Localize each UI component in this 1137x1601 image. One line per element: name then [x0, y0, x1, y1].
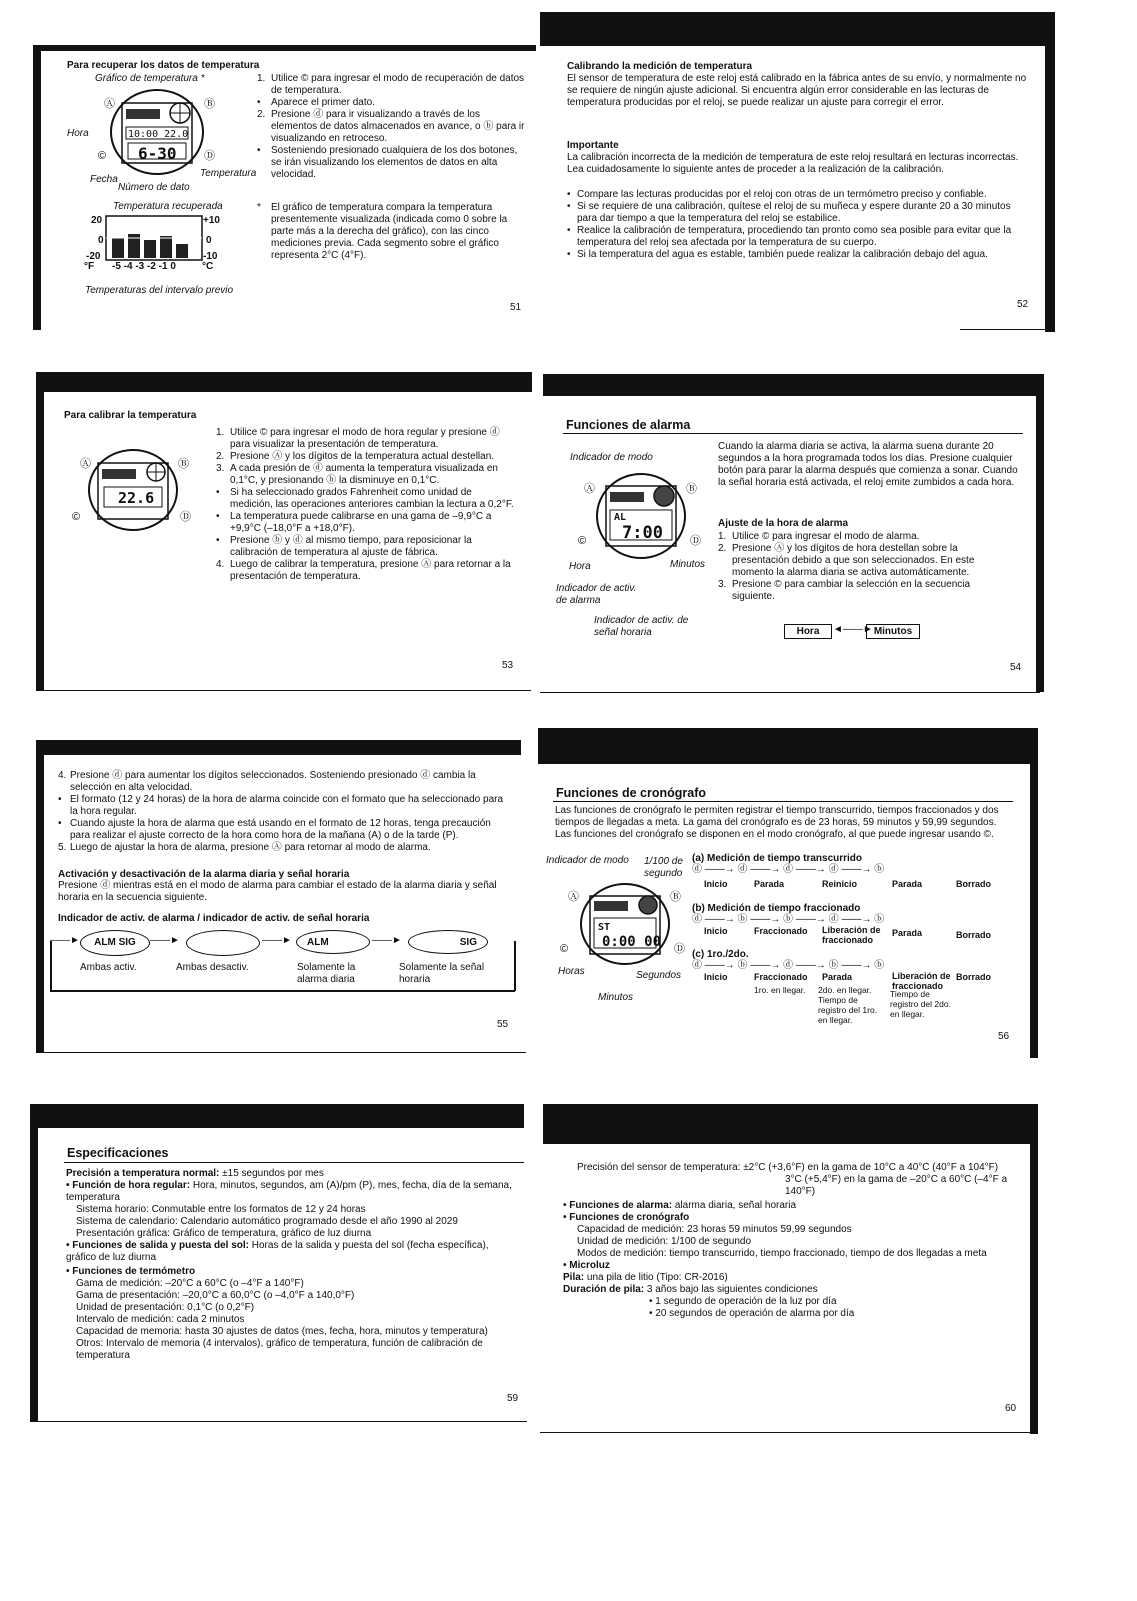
- page-60-right-bar: [1030, 1104, 1038, 1434]
- p53-steps: [216, 427, 516, 583]
- svg-text:Ⓓ: Ⓓ: [674, 943, 685, 955]
- p59-line-4: Sistema de calendario: Calendario automático programado desde el año 1990 al 2029: [76, 1216, 458, 1227]
- p56-section-a-l3: Reinicio: [822, 879, 858, 889]
- p54-page-number: 54: [1010, 662, 1022, 673]
- p54-heading: Funciones de alarma: [566, 418, 691, 432]
- p55-state-diagram: ——► ALM SIG ——► ——► ALM ——► SIG Ambas activ. Ambas desactiv. Solamente la alarma diaria Solamente la señal horaria: [50, 928, 520, 993]
- svg-text:Ⓑ: Ⓑ: [178, 458, 189, 470]
- page-59-bottom-line: [32, 1421, 527, 1422]
- p51-label-temperatura: Temperatura: [200, 168, 257, 179]
- page-59-left-bar: [30, 1104, 38, 1422]
- p56-heading: Funciones de cronógrafo: [556, 786, 707, 800]
- p51-step-1: Utilice © para ingresar el modo de recuperación de datos de temperatura.: [271, 73, 525, 96]
- p51-steps: [257, 73, 527, 181]
- p55-step-1: Presione ⓓ para aumentar los dígitos seleccionados. Sosteniendo presionado ⓓ cambia la selección en alta velocidad.: [70, 770, 476, 793]
- p53-step-3: A cada presión de ⓓ aumenta la temperatura visualizada en 0,1°C, y presionando ⓑ la disminuye en 0,1°C.: [230, 463, 498, 486]
- p55-step-2: El formato (12 y 24 horas) de la hora de alarma coincide con el formato que ha seleccionado para la hora regular.: [70, 794, 504, 817]
- svg-text:Ⓓ: Ⓓ: [180, 511, 191, 523]
- page-60-top-bar: [543, 1104, 1037, 1144]
- p56-section-c-keys: ⓓ ——→ ⓑ ——→ ⓓ ——→ ⓑ ——→ ⓑ: [692, 960, 885, 971]
- p56-section-a-l4: Parada: [892, 879, 923, 889]
- p60-spec-list: [563, 1162, 1023, 1320]
- page-54-top-bar: [543, 374, 1043, 396]
- svg-text:Ⓐ: Ⓐ: [104, 98, 115, 110]
- svg-text:Ⓑ: Ⓑ: [686, 483, 697, 495]
- page-56-top-bar: [538, 728, 1036, 764]
- p56-section-c-l5: Borrado: [956, 972, 992, 982]
- p54-step-2: Presione Ⓐ y los dígitos de hora destellan sobre la presentación debido a que son seleccionados. En este momento la alarma diaria se activa automáticamente.: [732, 543, 975, 578]
- svg-text:Ⓓ: Ⓓ: [690, 535, 701, 547]
- svg-text:©: ©: [560, 943, 569, 955]
- p51-graph-right-1: 0: [206, 235, 212, 246]
- p56-section-a-l1: Inicio: [704, 879, 728, 889]
- p53-step-3-num: 3.: [216, 463, 225, 474]
- svg-text:©: ©: [578, 535, 587, 547]
- p52-bullet-list: [567, 189, 1032, 261]
- p54-label-modo: Indicador de modo: [570, 452, 653, 463]
- p53-step-6-num: •: [216, 535, 220, 546]
- p56-section-b-title: (b) Medición de tiempo fraccionado: [692, 903, 861, 914]
- page-53-top-bar: [36, 372, 532, 392]
- p59-line-10: Unidad de presentación: 0,1°C (o 0,2°F): [76, 1302, 255, 1313]
- p53-step-4-num: •: [216, 487, 220, 498]
- p51-step-4-num: •: [257, 145, 261, 156]
- p54-step-1-num: 1.: [718, 531, 727, 542]
- p56-section-b-l5: Borrado: [956, 930, 992, 940]
- p51-graph-left-3: °F: [84, 261, 95, 272]
- p55-caption-3: Solamente la alarma diaria: [297, 962, 356, 985]
- p55-text: Presione ⓓ mientras está en el modo de alarma para cambiar el estado de la alarma diaria y señal horaria en la secuencia siguiente.: [58, 880, 497, 903]
- p53-step-5: La temperatura puede calibrarse en una gama de –9,9°C a +9,9°C (–18,0°F a +18,0°F).: [230, 511, 492, 534]
- p60-line-11: • 1 segundo de operación de la luz por día: [649, 1296, 837, 1307]
- p52-bullet-4: • Si la temperatura del agua es estable, también puede realizar la calibración debajo del agua.: [567, 249, 1032, 261]
- p56-section-c-title: (c) 1ro./2do.: [692, 949, 749, 960]
- p55-subheading: Activación y desactivación de la alarma diaria y señal horaria: [58, 869, 350, 880]
- p54-label-activ-alarma: Indicador de activ. de alarma: [556, 583, 637, 606]
- page-52-top-bar: [540, 12, 1055, 46]
- p55-page-number: 55: [497, 1019, 509, 1030]
- p56-label-horas: Horas: [558, 966, 585, 977]
- p51-heading: Para recuperar los datos de temperatura: [67, 60, 260, 71]
- p54-intro: Cuando la alarma diaria se activa, la alarma suena durante 20 segundos a la hora programada todos los días. Presione cualquier botón para parar la alarma después que comienza a sonar. Cuando la señal horaria está activada, el reloj emite zumbidos a cada hora.: [718, 441, 1018, 488]
- p59-line-8: Gama de medición: –20°C a 60°C (o –4°F a 140°F): [76, 1278, 304, 1289]
- p60-line-7: Modos de medición: tiempo transcurrido, tiempo fraccionado, tiempo de dos llegadas a meta: [577, 1248, 987, 1259]
- p51-label-fecha: Fecha: [90, 174, 118, 185]
- page-54-bottom-line: [540, 692, 1040, 693]
- p55-caption-1: Ambas activ.: [80, 962, 137, 973]
- p56-page-number: 56: [998, 1031, 1010, 1042]
- p55-step-2-num: •: [58, 794, 62, 805]
- p59-spec-list: [66, 1168, 521, 1362]
- p56-section-b-l3: Liberación de fraccionado: [822, 925, 881, 945]
- p53-page-number: 53: [502, 660, 514, 671]
- p54-heading-rule: [563, 433, 1023, 434]
- p60-line-3: • Funciones de alarma: alarma diaria, señal horaria: [563, 1200, 797, 1211]
- p51-step-1-num: 1.: [257, 73, 266, 84]
- p53-step-7-num: 4.: [216, 559, 225, 570]
- svg-text:Ⓐ: Ⓐ: [80, 458, 91, 470]
- p56-note-2: 2do. en llegar. Tiempo de registro del 1ro. en llegar.: [818, 985, 878, 1025]
- p59-line-5: Presentación gráfica: Gráfico de temperatura, gráfico de luz diurna: [76, 1228, 372, 1239]
- p53-step-2: Presione Ⓐ y los dígitos de la temperatura actual destellan.: [230, 451, 495, 462]
- p55-state-3: ALM: [296, 930, 370, 954]
- p59-line-12: Capacidad de memoria: hasta 30 ajustes de datos (mes, fecha, hora, minutos y temperatura): [76, 1326, 488, 1337]
- p52-bullet-1: • Compare las lecturas producidas por el reloj con otras de un termómetro preciso y confiable.: [567, 189, 1032, 201]
- p60-line-9: Pila: una pila de litio (Tipo: CR-2016): [563, 1272, 728, 1283]
- p51-lcd-main: 6-30: [138, 144, 177, 163]
- p55-steps: [58, 770, 513, 854]
- p52-bullet-3: • Realice la calibración de temperatura, procediendo tan pronto como sea posible para evitar que la temperatura del reloj sea afectada por la temperatura de su cuerpo.: [567, 225, 1032, 249]
- p51-label-previo: Temperaturas del intervalo previo: [85, 285, 234, 296]
- p51-page-number: 51: [510, 302, 522, 313]
- p52-bullet-2: • Si se requiere de una calibración, quítese el reloj de su muñeca y espere durante 20 a 30 minutos para dar tiempo a que la temperatura del reloj se estabilice.: [567, 201, 1032, 225]
- p54-seq-hora: Hora: [784, 624, 832, 639]
- svg-text:©: ©: [98, 150, 107, 162]
- p56-note-1: 1ro. en llegar.: [754, 985, 806, 995]
- p51-temperature-graph: [104, 214, 204, 262]
- p55-state-2: [186, 930, 260, 956]
- p53-step-1-num: 1.: [216, 427, 225, 438]
- p53-step-4: Si ha seleccionado grados Fahrenheit como unidad de medición, las operaciones anteriores cambian la lectura a 0,2°F.: [230, 487, 514, 510]
- p55-diagram-title: Indicador de activ. de alarma / indicador de activ. de señal horaria: [58, 913, 370, 924]
- p55-step-4: Luego de ajustar la hora de alarma, presione Ⓐ para retornar al modo de alarma.: [70, 842, 431, 853]
- p55-state-4: SIG: [408, 930, 488, 954]
- page-51-left-bar: [33, 45, 41, 330]
- p56-label-modo: Indicador de modo: [546, 855, 629, 866]
- svg-text:Ⓐ: Ⓐ: [568, 891, 579, 903]
- p60-line-10: Duración de pila: 3 años bajo las siguientes condiciones: [563, 1284, 818, 1295]
- p56-section-b-l1: Inicio: [704, 926, 728, 936]
- p60-line-6: Unidad de medición: 1/100 de segundo: [577, 1236, 752, 1247]
- p59-line-13: Otros: Intervalo de memoria (4 intervalos), gráfico de temperatura, función de calibración de temperatura: [76, 1338, 483, 1361]
- p56-lcd-main: 0:00 00: [602, 934, 662, 950]
- p51-note: * El gráfico de temperatura compara la temperatura presentemente visualizada (indicada como 0 sobre la parte más a la derecha del gráfico), con las cinco mediciones previa. Cada segmento sobre el gráfico representa 2°C (4°F).: [257, 202, 508, 261]
- p55-step-4-num: 5.: [58, 842, 67, 853]
- p53-heading: Para calibrar la temperatura: [64, 410, 197, 421]
- p60-line-1: Precisión del sensor de temperatura: ±2°C (+3,6°F) en la gama de 10°C a 40°C (40°F a 104°F): [577, 1162, 999, 1173]
- p53-step-6: Presione ⓑ y ⓓ al mismo tiempo, para reposicionar la calibración de temperatura al ajuste de fábrica.: [230, 535, 472, 558]
- p56-watch-illustration: [560, 878, 690, 970]
- p53-step-7: Luego de calibrar la temperatura, presione Ⓐ para retornar a la presentación de temperatura.: [230, 559, 511, 582]
- p51-label-recuperada: Temperatura recuperada: [113, 201, 223, 212]
- p51-note-text: El gráfico de temperatura compara la temperatura presentemente visualizada (indicada como 0 sobre la parte más a la derecha del gráfico), con las cinco mediciones previa. Cada segmento sobre el gráfico representa 2°C (4°F).: [271, 202, 508, 261]
- p60-line-2: 3°C (+5,4°F) en la gama de –20°C a 60°C (–4°F a 140°F): [785, 1174, 1008, 1197]
- p56-section-b-l2: Fraccionado: [754, 926, 808, 936]
- p54-step-2-num: 2.: [718, 543, 727, 554]
- p53-step-2-num: 2.: [216, 451, 225, 462]
- p53-step-5-num: •: [216, 511, 220, 522]
- page-60-bottom-line: [540, 1432, 1035, 1433]
- svg-text:©: ©: [72, 511, 81, 523]
- p56-section-b-l4: Parada: [892, 928, 923, 938]
- p53-lcd-main: 22.6: [118, 489, 155, 507]
- p56-label-segundos: Segundos: [636, 970, 682, 981]
- p56-heading-rule: [553, 801, 1013, 802]
- page-53-left-bar: [36, 372, 44, 690]
- p56-section-b-keys: ⓓ ——→ ⓑ ——→ ⓑ ——→ ⓓ ——→ ⓑ: [692, 914, 885, 925]
- p56-section-a-title: (a) Medición de tiempo transcurrido: [692, 853, 863, 864]
- p51-graph-right-3: °C: [202, 261, 214, 272]
- p60-line-5: Capacidad de medición: 23 horas 59 minutos 59,99 segundos: [577, 1224, 852, 1235]
- p55-step-3: Cuando ajuste la hora de alarma que está usando en el formato de 12 horas, tenga precaución para realizar el ajuste correcto de la hora como hora de la mañana (A) o de la tarde (P).: [70, 818, 491, 841]
- svg-text:Ⓓ: Ⓓ: [204, 150, 215, 162]
- p59-line-9: Gama de presentación: –20,0°C a 60,0°C (o –4,0°F a 140,0°F): [76, 1290, 355, 1301]
- p56-note-3: Tiempo de registro del 2do. en llegar.: [890, 989, 951, 1019]
- p59-line-3: Sistema horario: Conmutable entre los formatos de 12 y 24 horas: [76, 1204, 366, 1215]
- p54-lcd-mode: AL: [614, 512, 627, 523]
- p54-steps: [718, 531, 1008, 603]
- p55-state-1: ALM SIG: [80, 930, 150, 956]
- page-55-bottom-line: [36, 1052, 526, 1053]
- p56-section-c-l2: Fraccionado: [754, 972, 808, 982]
- svg-text:Ⓑ: Ⓑ: [204, 98, 215, 110]
- p51-step-3-num: 2.: [257, 109, 266, 120]
- page-54-right-bar: [1036, 374, 1044, 692]
- p51-graph-right-2: -10: [203, 251, 218, 262]
- p54-seq-minutos: Minutos: [866, 624, 920, 639]
- page-55-top-bar: [36, 740, 521, 755]
- p56-section-c-l1: Inicio: [704, 972, 728, 982]
- p51-graph-left-2: -20: [86, 251, 101, 262]
- p52-important: La calibración incorrecta de la medición de temperatura de este reloj resultará en lecturas incorrectas. Lea cuidadosamente lo siguiente antes de proceder a la realización de la calibración.: [567, 152, 1019, 175]
- p56-label-minutos: Minutos: [598, 992, 634, 1003]
- p59-heading-rule: [64, 1162, 524, 1163]
- p51-graph-left-1: 0: [98, 235, 104, 246]
- p54-subheading: Ajuste de la hora de alarma: [718, 518, 849, 529]
- svg-text:Ⓑ: Ⓑ: [670, 891, 681, 903]
- p54-watch-illustration: [576, 466, 706, 566]
- p51-step-2: Aparece el primer dato.: [271, 97, 375, 108]
- page-55-left-bar: [36, 740, 44, 1052]
- p59-heading: Especificaciones: [67, 1146, 169, 1160]
- p52-page-number: 52: [1017, 299, 1029, 310]
- page-56-right-bar: [1030, 728, 1038, 1058]
- p52-subheading: Importante: [567, 140, 619, 151]
- p55-step-3-num: •: [58, 818, 62, 829]
- p51-lcd-top: 10:00 22.0: [128, 129, 189, 140]
- p54-seq-arrow: ◄——►: [833, 624, 873, 635]
- p56-label-100: 1/100 de segundo: [644, 856, 683, 879]
- p51-step-4: Sosteniendo presionado cualquiera de los dos botones, se irán visualizando los elementos de datos en alta velocidad.: [271, 145, 518, 180]
- p54-step-3-num: 3.: [718, 579, 727, 590]
- p51-label-hora: Hora: [67, 128, 89, 139]
- p56-section-a-l2: Parada: [754, 879, 785, 889]
- page-59-top-bar: [34, 1104, 524, 1128]
- p56-section-a-l5: Borrado: [956, 879, 992, 889]
- p60-page-number: 60: [1005, 1403, 1017, 1414]
- p51-graph-bottom: -5 -4 -3 -2 -1 0: [112, 261, 176, 272]
- p60-line-12: • 20 segundos de operación de alarma por día: [649, 1308, 855, 1319]
- p59-line-7: • Funciones de termómetro: [66, 1266, 196, 1277]
- p51-label-grafico: Gráfico de temperatura *: [95, 73, 205, 84]
- p52-intro: El sensor de temperatura de este reloj está calibrado en la fábrica antes de su envío, y normalmente no se requiere de ningún ajuste adicional. Si encuentra algún error considerable en las lecturas de temperatura producidas por el reloj, se puede realizar un ajuste para corregir el error.: [567, 73, 1027, 108]
- p54-label-minutos: Minutos: [670, 559, 706, 570]
- p51-step-2-num: •: [257, 97, 261, 108]
- page-51-top-bar: [36, 45, 536, 51]
- p55-caption-2: Ambas desactiv.: [176, 962, 249, 973]
- p53-step-1: Utilice © para ingresar el modo de hora regular y presione ⓓ para visualizar la presentación de temperatura.: [230, 427, 500, 450]
- p60-line-4: • Funciones de cronógrafo: [563, 1212, 690, 1223]
- page-52-bottom-line: [960, 329, 1050, 330]
- p54-label-activ-senal: Indicador de activ. de señal horaria: [594, 615, 689, 638]
- p56-section-c-l3: Parada: [822, 972, 853, 982]
- p54-step-3: Presione © para cambiar la selección en la secuencia siguiente.: [732, 579, 971, 602]
- p51-label-numero: Número de dato: [118, 182, 190, 193]
- p56-lcd-mode: ST: [598, 922, 611, 933]
- p59-line-11: Intervalo de medición: cada 2 minutos: [76, 1314, 245, 1325]
- p55-caption-4: Solamente la señal horaria: [399, 962, 485, 985]
- p59-line-6: • Funciones de salida y puesta del sol: Horas de la salida y puesta del sol (fecha específica), gráfico de luz diurna: [66, 1240, 489, 1263]
- svg-text:Ⓐ: Ⓐ: [584, 483, 595, 495]
- p59-line-1: Precisión a temperatura normal: ±15 segundos por mes: [66, 1168, 324, 1179]
- p52-heading: Calibrando la medición de temperatura: [567, 61, 753, 72]
- p51-step-3: Presione ⓓ para ir visualizando a través de los elementos de datos almacenados en avance, o ⓑ para ir visualizando en retroceso.: [271, 109, 525, 144]
- p60-line-8: • Microluz: [563, 1260, 610, 1271]
- page-52-right-bar: [1045, 12, 1055, 332]
- p56-intro: Las funciones de cronógrafo le permiten registrar el tiempo transcurrido, tiempos fraccionados y dos tiempos de llegadas a meta. La gama del cronógrafo es de 23 horas, 59 minutos y 59,99 segundos. Las funciones del cronógrafo se disponen en el modo cronógrafo, al que puede ingresar usando ©.: [555, 805, 999, 840]
- p56-section-a-keys: ⓓ ——→ ⓓ ——→ ⓓ ——→ ⓓ ——→ ⓑ: [692, 864, 885, 875]
- p51-graph-left-0: 20: [91, 215, 103, 226]
- p59-line-2: • Función de hora regular: Hora, minutos, segundos, am (A)/pm (P), mes, fecha, día de la semana, temperatura: [66, 1180, 512, 1203]
- p54-label-hora: Hora: [569, 561, 591, 572]
- p59-page-number: 59: [507, 1393, 519, 1404]
- p51-graph-right-0: +10: [203, 215, 220, 226]
- p55-step-1-num: 4.: [58, 770, 67, 781]
- p56-section-c-l4: Liberación de fraccionado: [892, 971, 951, 991]
- page-53-bottom-line: [36, 690, 531, 691]
- p54-lcd-main: 7:00: [622, 523, 663, 543]
- p54-step-1: Utilice © para ingresar el modo de alarma.: [732, 531, 920, 542]
